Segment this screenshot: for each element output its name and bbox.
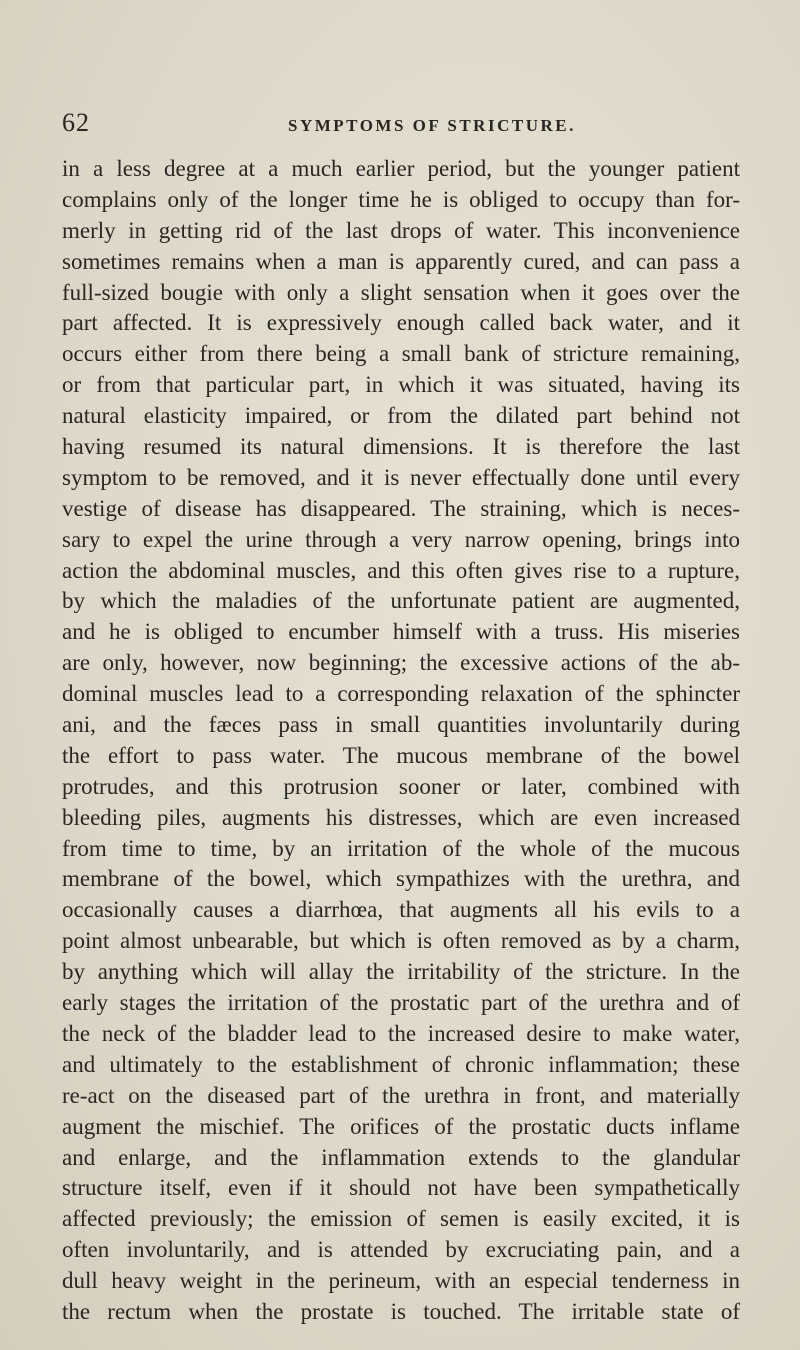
text-line: membrane of the bowel, which sympathizes with the urethra, and (62, 866, 740, 892)
page-number: 62 (62, 108, 90, 137)
text-line: re-act on the diseased part of the urethra in front, and materially (62, 1082, 740, 1108)
text-line: the rectum when the prostate is touched. The irritable state of (62, 1298, 740, 1324)
text-line: dominal muscles lead to a corresponding relaxation of the sphincter (62, 681, 740, 707)
text-line: the effort to pass water. The mucous membrane of the bowel (62, 742, 740, 768)
text-line: and enlarge, and the inflammation extends to the glandular (62, 1144, 740, 1170)
text-line: action the abdominal muscles, and this often gives rise to a rupture, (62, 557, 740, 583)
text-line: from time to time, by an irritation of the whole of the mucous (62, 835, 740, 861)
text-line: occurs either from there being a small bank of stricture remaining, (62, 341, 740, 367)
running-title: SYMPTOMS OF STRICTURE. (288, 116, 576, 135)
text-line: point almost unbearable, but which is often removed as by a charm, (62, 928, 740, 954)
text-line: protrudes, and this protrusion sooner or later, combined with (62, 773, 740, 799)
text-line: occasionally causes a diarrhœa, that augments all his evils to a (62, 897, 740, 923)
text-line: the neck of the bladder lead to the increased desire to make water, (62, 1020, 740, 1046)
text-line: natural elasticity impaired, or from the dilated part behind not (62, 403, 740, 429)
text-line: bleeding piles, augments his distresses, which are even increased (62, 804, 740, 830)
text-line: structure itself, even if it should not have been sympathetically (62, 1175, 740, 1201)
text-line: and ultimately to the establishment of chronic inflammation; these (62, 1051, 740, 1077)
text-line: are only, however, now beginning; the excessive actions of the ab- (62, 650, 740, 676)
text-line: or from that particular part, in which it was situated, having its (62, 372, 740, 398)
text-line: sary to expel the urine through a very narrow opening, brings into (62, 526, 740, 552)
text-line: sometimes remains when a man is apparently cured, and can pass a (62, 248, 740, 274)
text-line: affected previously; the emission of semen is easily excited, it is (62, 1206, 740, 1232)
text-line: and he is obliged to encumber himself with a truss. His miseries (62, 619, 740, 645)
text-line: dull heavy weight in the perineum, with an especial tenderness in (62, 1268, 740, 1294)
page-header (62, 108, 738, 148)
text-line: part affected. It is expressively enough called back water, and it (62, 310, 740, 336)
text-line: often involuntarily, and is attended by excruciating pain, and a (62, 1237, 740, 1263)
text-line: augment the mischief. The orifices of the prostatic ducts inflame (62, 1113, 740, 1139)
text-line: early stages the irritation of the prostatic part of the urethra and of (62, 990, 740, 1016)
text-line: having resumed its natural dimensions. It is therefore the last (62, 434, 740, 460)
text-line: merly in getting rid of the last drops of water. This inconvenience (62, 217, 740, 243)
body-paragraph (62, 154, 740, 1328)
text-line: in a less degree at a much earlier period, but the younger patient (62, 156, 740, 181)
text-line: vestige of disease has disappeared. The straining, which is neces- (62, 495, 740, 521)
text-line: full-sized bougie with only a slight sensation when it goes over the (62, 279, 740, 305)
text-line: ani, and the fæces pass in small quantities involuntarily during (62, 712, 740, 738)
text-line: complains only of the longer time he is obliged to occupy than for- (62, 186, 740, 212)
text-line: by anything which will allay the irritability of the stricture. In the (62, 959, 740, 985)
text-line: symptom to be removed, and it is never effectually done until every (62, 464, 740, 490)
text-line: by which the maladies of the unfortunate patient are augmented, (62, 588, 740, 614)
